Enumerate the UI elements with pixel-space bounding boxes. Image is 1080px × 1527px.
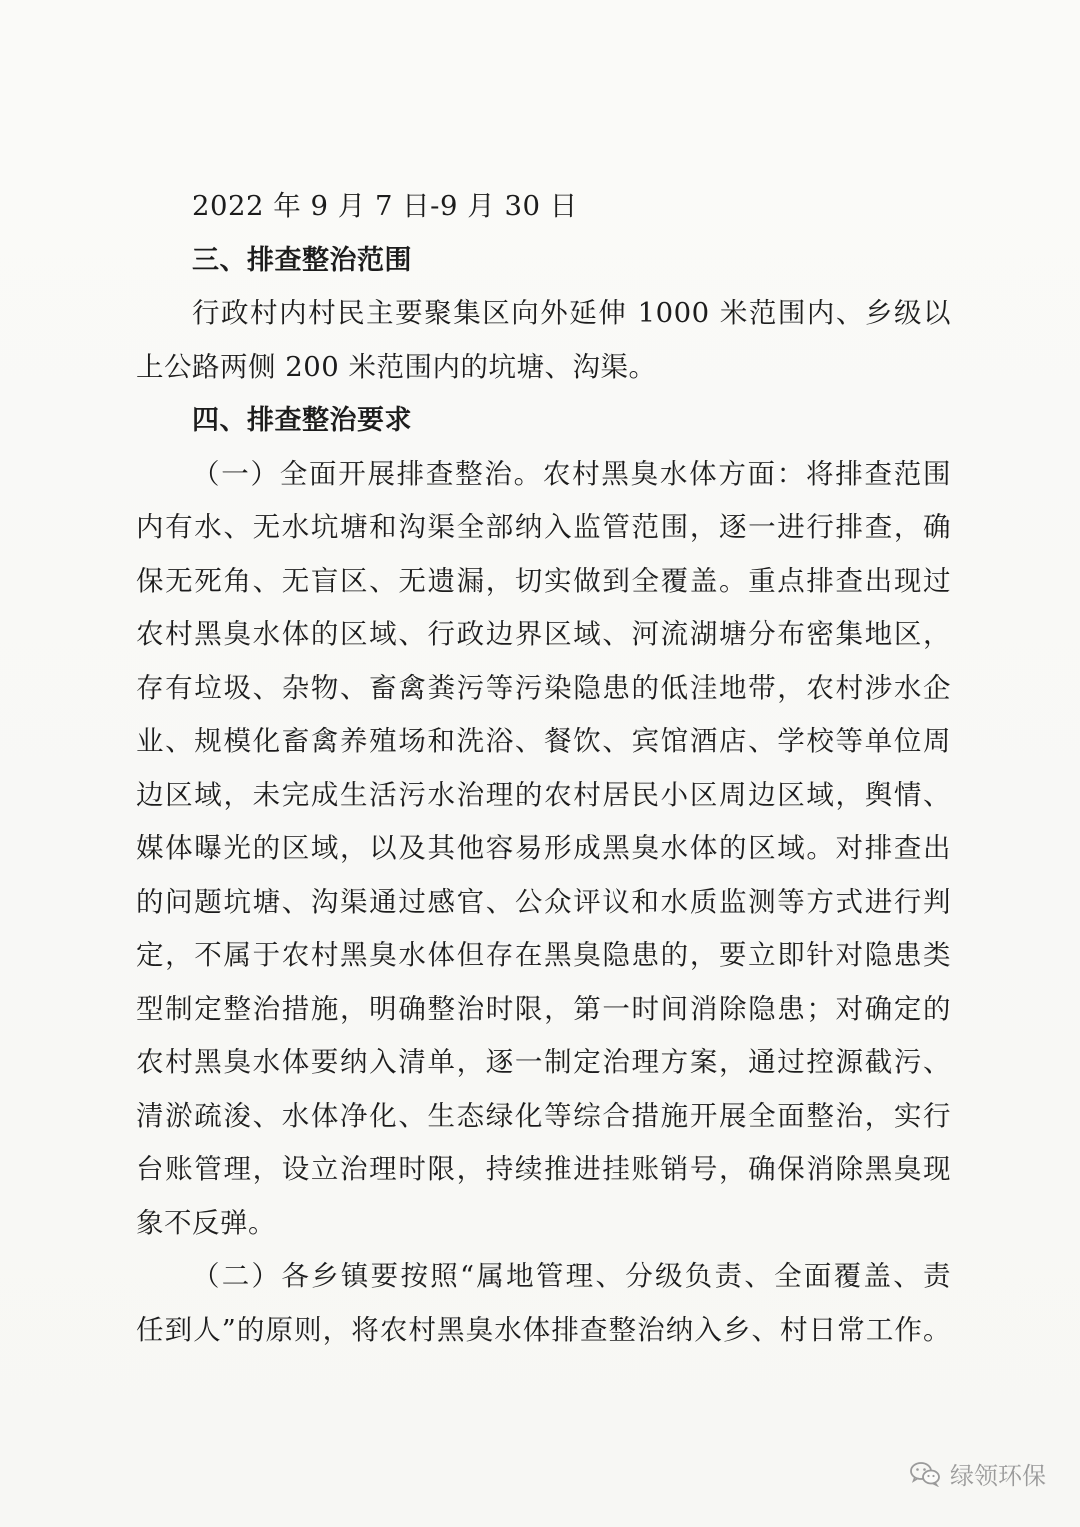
paragraph-line: 业、规模化畜禽养殖场和洗浴、餐饮、宾馆酒店、学校等单位周: [136, 725, 951, 757]
paragraph-line: 清淤疏浚、水体净化、生态绿化等综合措施开展全面整治，实行: [136, 1099, 951, 1132]
paragraph-line: 媒体曝光的区域，以及其他容易形成黑臭水体的区域。对排查出: [136, 832, 951, 864]
paragraph-line: 边区域，未完成生活污水治理的农村居民小区周边区域，舆情、: [136, 778, 951, 811]
paragraph-line: 农村黑臭水体的区域、行政边界区域、河流湖塘分布密集地区，: [136, 618, 951, 650]
watermark-text: 绿领环保: [950, 1462, 1046, 1490]
date-range-line: 2022 年 9 月 7 日-9 月 30 日: [192, 190, 578, 222]
paragraph-line: 内有水、无水坑塘和沟渠全部纳入监管范围，逐一进行排查，确: [136, 511, 951, 543]
paragraph-line: 存有垃圾、杂物、畜禽粪污等污染隐患的低洼地带，农村涉水企: [136, 671, 951, 704]
paragraph-line: 的问题坑塘、沟渠通过感官、公众评议和水质监测等方式进行判: [136, 885, 951, 918]
document-body: [136, 180, 951, 1357]
paragraph-line: 型制定整治措施，明确整治时限，第一时间消除隐患；对确定的: [136, 992, 951, 1025]
paragraph-line: 农村黑臭水体要纳入清单，逐一制定治理方案，通过控源截污、: [136, 1046, 951, 1078]
wechat-icon: [910, 1461, 940, 1487]
paragraph-line: 台账管理，设立治理时限，持续推进挂账销号，确保消除黑臭现: [136, 1153, 951, 1185]
section-heading-requirements: 四、排查整治要求: [192, 405, 412, 436]
paragraph-line: （一）全面开展排查整治。农村黑臭水体方面：将排查范围: [192, 457, 951, 490]
paragraph-line: 保无死角、无盲区、无遗漏，切实做到全覆盖。重点排查出现过: [136, 564, 951, 597]
paragraph-line: 行政村内村民主要聚集区向外延伸 1000 米范围内、乡级以: [192, 297, 951, 329]
watermark: [910, 1456, 1046, 1491]
paragraph-line: 上公路两侧 200 米范围内的坑塘、沟渠。: [136, 350, 657, 383]
paragraph-line: 定，不属于农村黑臭水体但存在黑臭隐患的，要立即针对隐患类: [136, 939, 951, 971]
paragraph-line: 象不反弹。: [136, 1206, 276, 1239]
section-heading-scope: 三、排查整治范围: [192, 244, 412, 276]
paragraph-line: （二）各乡镇要按照“属地管理、分级负责、全面覆盖、责: [192, 1260, 951, 1292]
paragraph-line: 任到人”的原则，将农村黑臭水体排查整治纳入乡、村日常工作。: [136, 1313, 951, 1346]
